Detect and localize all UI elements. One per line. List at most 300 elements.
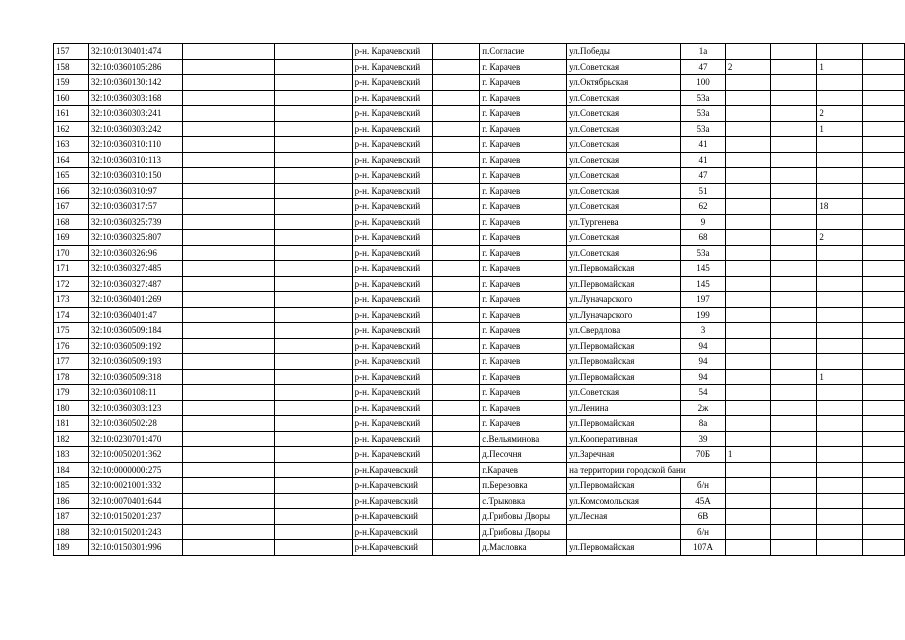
table-row <box>54 385 905 401</box>
locality: г. Карачев <box>480 354 567 370</box>
cadastral-number: 32:10:0360401:47 <box>88 307 182 323</box>
value-cell-b <box>770 307 817 323</box>
empty-cell <box>182 524 274 540</box>
building-number: 68 <box>681 230 726 246</box>
street: ул.Первомайская <box>567 354 681 370</box>
cadastral-number: 32:10:0360303:123 <box>88 400 182 416</box>
value-cell-d <box>863 183 905 199</box>
value-cell-a <box>725 106 770 122</box>
value-cell-a <box>725 152 770 168</box>
cadastral-number: 32:10:0150201:237 <box>88 509 182 525</box>
value-cell-a <box>725 338 770 354</box>
cadastral-number: 32:10:0360130:142 <box>88 75 182 91</box>
row-number: 157 <box>54 44 89 60</box>
empty-cell <box>275 307 353 323</box>
value-cell-d <box>863 152 905 168</box>
value-cell-c <box>817 478 863 494</box>
table-row <box>54 307 905 323</box>
locality: г. Карачев <box>480 137 567 153</box>
table-row <box>54 168 905 184</box>
empty-cell <box>275 106 353 122</box>
value-cell-d <box>863 214 905 230</box>
value-cell-c <box>817 276 863 292</box>
street: ул.Луначарского <box>567 292 681 308</box>
empty-cell <box>432 245 480 261</box>
value-cell-b <box>770 137 817 153</box>
empty-cell <box>432 59 480 75</box>
value-cell-d <box>863 292 905 308</box>
empty-cell <box>275 183 353 199</box>
empty-cell <box>275 462 353 478</box>
value-cell-b <box>770 183 817 199</box>
row-number: 170 <box>54 245 89 261</box>
cadastral-number: 32:10:0021001:332 <box>88 478 182 494</box>
street: ул.Советская <box>567 106 681 122</box>
table-row <box>54 354 905 370</box>
row-number: 161 <box>54 106 89 122</box>
row-number: 163 <box>54 137 89 153</box>
cadastral-number: 32:10:0360509:318 <box>88 369 182 385</box>
value-cell-c <box>817 323 863 339</box>
value-cell-d <box>863 524 905 540</box>
locality: г. Карачев <box>480 183 567 199</box>
property-registry-table <box>53 43 905 556</box>
location-note: на территории городской бани <box>567 462 726 478</box>
street: ул.Первомайская <box>567 276 681 292</box>
value-cell-d <box>863 90 905 106</box>
value-cell-b <box>770 400 817 416</box>
value-cell-a: 1 <box>725 447 770 463</box>
building-number: 51 <box>681 183 726 199</box>
value-cell-c <box>817 416 863 432</box>
value-cell-d <box>863 385 905 401</box>
empty-cell <box>432 168 480 184</box>
empty-cell <box>432 230 480 246</box>
value-cell-d <box>863 509 905 525</box>
table-row <box>54 214 905 230</box>
value-cell-c <box>817 509 863 525</box>
district: р-н.Карачевский <box>352 493 432 509</box>
locality: г. Карачев <box>480 152 567 168</box>
empty-cell <box>432 90 480 106</box>
street: ул.Комсомольская <box>567 493 681 509</box>
value-cell-c: 2 <box>817 230 863 246</box>
value-cell-a <box>725 199 770 215</box>
building-number: 53а <box>681 245 726 261</box>
building-number: 47 <box>681 59 726 75</box>
street: ул.Свердлова <box>567 323 681 339</box>
street: ул.Ленина <box>567 400 681 416</box>
row-number: 184 <box>54 462 89 478</box>
locality: г. Карачев <box>480 90 567 106</box>
value-cell-d <box>863 354 905 370</box>
empty-cell <box>182 369 274 385</box>
row-number: 172 <box>54 276 89 292</box>
district: р-н. Карачевский <box>352 369 432 385</box>
empty-cell <box>432 385 480 401</box>
row-number: 159 <box>54 75 89 91</box>
empty-cell <box>432 478 480 494</box>
value-cell-a <box>725 137 770 153</box>
building-number: 41 <box>681 137 726 153</box>
district: р-н. Карачевский <box>352 199 432 215</box>
building-number: 62 <box>681 199 726 215</box>
cadastral-number: 32:10:0360310:150 <box>88 168 182 184</box>
row-number: 171 <box>54 261 89 277</box>
empty-cell <box>275 276 353 292</box>
value-cell-c <box>817 493 863 509</box>
cadastral-number: 32:10:0360327:487 <box>88 276 182 292</box>
district: р-н. Карачевский <box>352 121 432 137</box>
cadastral-number: 32:10:0360310:97 <box>88 183 182 199</box>
district: р-н. Карачевский <box>352 307 432 323</box>
building-number: 100 <box>681 75 726 91</box>
row-number: 164 <box>54 152 89 168</box>
empty-cell <box>182 338 274 354</box>
empty-cell <box>275 230 353 246</box>
value-cell-b <box>770 447 817 463</box>
locality: г. Карачев <box>480 276 567 292</box>
table-row <box>54 338 905 354</box>
district: р-н. Карачевский <box>352 230 432 246</box>
empty-cell <box>432 369 480 385</box>
row-number: 167 <box>54 199 89 215</box>
value-cell-d <box>863 400 905 416</box>
street: ул.Первомайская <box>567 416 681 432</box>
building-number: 70Б <box>681 447 726 463</box>
value-cell-a <box>725 90 770 106</box>
value-cell-a <box>725 183 770 199</box>
value-cell-d <box>863 230 905 246</box>
table-row <box>54 323 905 339</box>
table-row <box>54 183 905 199</box>
cadastral-number: 32:10:0360303:241 <box>88 106 182 122</box>
cadastral-number: 32:10:0360509:193 <box>88 354 182 370</box>
row-number: 188 <box>54 524 89 540</box>
value-cell-c <box>817 137 863 153</box>
empty-cell <box>182 137 274 153</box>
cadastral-number: 32:10:0360108:11 <box>88 385 182 401</box>
street: ул.Первомайская <box>567 478 681 494</box>
locality: г. Карачев <box>480 199 567 215</box>
value-cell-b <box>770 152 817 168</box>
value-cell-a <box>725 478 770 494</box>
street: ул.Кооперативная <box>567 431 681 447</box>
locality: г. Карачев <box>480 416 567 432</box>
value-cell-a <box>725 509 770 525</box>
empty-cell <box>432 524 480 540</box>
value-cell-d <box>863 44 905 60</box>
value-cell-c <box>817 168 863 184</box>
locality: п.Согласие <box>480 44 567 60</box>
table-row <box>54 75 905 91</box>
table-row <box>54 199 905 215</box>
value-cell-a <box>725 400 770 416</box>
empty-cell <box>275 245 353 261</box>
value-cell-a <box>725 369 770 385</box>
empty-cell <box>182 400 274 416</box>
value-cell-c <box>817 261 863 277</box>
empty-cell <box>275 400 353 416</box>
building-number: б/н <box>681 524 726 540</box>
empty-cell <box>432 509 480 525</box>
empty-cell <box>182 44 274 60</box>
value-cell-d <box>863 245 905 261</box>
building-number: 39 <box>681 431 726 447</box>
value-cell-a <box>725 214 770 230</box>
building-number: 8а <box>681 416 726 432</box>
value-cell-b <box>770 121 817 137</box>
value-cell-a <box>725 462 770 478</box>
empty-cell <box>275 44 353 60</box>
empty-cell <box>182 276 274 292</box>
building-number: 2ж <box>681 400 726 416</box>
value-cell-c <box>817 400 863 416</box>
empty-cell <box>432 338 480 354</box>
district: р-н.Карачевский <box>352 462 432 478</box>
cadastral-number: 32:10:0360105:286 <box>88 59 182 75</box>
district: р-н. Карачевский <box>352 292 432 308</box>
street: ул.Советская <box>567 137 681 153</box>
cadastral-number: 32:10:0360502:28 <box>88 416 182 432</box>
value-cell-b <box>770 261 817 277</box>
empty-cell <box>182 230 274 246</box>
empty-cell <box>275 369 353 385</box>
value-cell-d <box>863 478 905 494</box>
value-cell-c: 1 <box>817 121 863 137</box>
empty-cell <box>275 75 353 91</box>
district: р-н. Карачевский <box>352 106 432 122</box>
district: р-н. Карачевский <box>352 385 432 401</box>
empty-cell <box>275 261 353 277</box>
building-number: 1а <box>681 44 726 60</box>
empty-cell <box>275 90 353 106</box>
street: ул.Советская <box>567 245 681 261</box>
value-cell-d <box>863 462 905 478</box>
cadastral-number: 32:10:0230701:470 <box>88 431 182 447</box>
building-number: 94 <box>681 338 726 354</box>
row-number: 175 <box>54 323 89 339</box>
empty-cell <box>182 245 274 261</box>
empty-cell <box>182 168 274 184</box>
building-number: 107А <box>681 540 726 556</box>
street: ул.Советская <box>567 90 681 106</box>
district: р-н. Карачевский <box>352 276 432 292</box>
street: ул.Советская <box>567 121 681 137</box>
street: ул.Заречная <box>567 447 681 463</box>
cadastral-number: 32:10:0150201:243 <box>88 524 182 540</box>
row-number: 160 <box>54 90 89 106</box>
cadastral-number: 32:10:0070401:644 <box>88 493 182 509</box>
empty-cell <box>182 106 274 122</box>
empty-cell <box>275 137 353 153</box>
table-row <box>54 137 905 153</box>
value-cell-a <box>725 431 770 447</box>
empty-cell <box>182 416 274 432</box>
row-number: 177 <box>54 354 89 370</box>
building-number: 53а <box>681 90 726 106</box>
district: р-н. Карачевский <box>352 75 432 91</box>
building-number: 197 <box>681 292 726 308</box>
building-number: 54 <box>681 385 726 401</box>
table-row <box>54 106 905 122</box>
cadastral-number: 32:10:0360325:807 <box>88 230 182 246</box>
building-number: 53а <box>681 106 726 122</box>
district: р-н. Карачевский <box>352 400 432 416</box>
value-cell-a <box>725 385 770 401</box>
table-body <box>54 44 905 556</box>
empty-cell <box>275 168 353 184</box>
cadastral-number: 32:10:0150301:996 <box>88 540 182 556</box>
table-row <box>54 416 905 432</box>
row-number: 162 <box>54 121 89 137</box>
row-number: 189 <box>54 540 89 556</box>
table-row <box>54 245 905 261</box>
empty-cell <box>432 307 480 323</box>
district: р-н. Карачевский <box>352 416 432 432</box>
empty-cell <box>275 354 353 370</box>
table-row <box>54 369 905 385</box>
row-number: 173 <box>54 292 89 308</box>
locality: г. Карачев <box>480 292 567 308</box>
building-number: 94 <box>681 354 726 370</box>
row-number: 165 <box>54 168 89 184</box>
street: ул.Первомайская <box>567 261 681 277</box>
value-cell-b <box>770 168 817 184</box>
value-cell-d <box>863 276 905 292</box>
empty-cell <box>182 183 274 199</box>
row-number: 182 <box>54 431 89 447</box>
locality: с.Трыковка <box>480 493 567 509</box>
building-number: 145 <box>681 261 726 277</box>
value-cell-c <box>817 90 863 106</box>
value-cell-b <box>770 354 817 370</box>
row-number: 168 <box>54 214 89 230</box>
cadastral-number: 32:10:0130401:474 <box>88 44 182 60</box>
empty-cell <box>275 152 353 168</box>
locality: г. Карачев <box>480 261 567 277</box>
building-number: 53а <box>681 121 726 137</box>
table-row <box>54 44 905 60</box>
locality: г. Карачев <box>480 59 567 75</box>
building-number: б/н <box>681 478 726 494</box>
table-row <box>54 276 905 292</box>
value-cell-a <box>725 75 770 91</box>
row-number: 180 <box>54 400 89 416</box>
cadastral-number: 32:10:0360310:113 <box>88 152 182 168</box>
empty-cell <box>432 44 480 60</box>
empty-cell <box>432 214 480 230</box>
value-cell-b <box>770 292 817 308</box>
empty-cell <box>182 261 274 277</box>
district: р-н.Карачевский <box>352 509 432 525</box>
table-row <box>54 261 905 277</box>
value-cell-a <box>725 354 770 370</box>
empty-cell <box>275 493 353 509</box>
locality: г. Карачев <box>480 385 567 401</box>
value-cell-b <box>770 478 817 494</box>
district: р-н. Карачевский <box>352 137 432 153</box>
empty-cell <box>182 478 274 494</box>
empty-cell <box>182 509 274 525</box>
district: р-н. Карачевский <box>352 214 432 230</box>
value-cell-c: 1 <box>817 369 863 385</box>
value-cell-c <box>817 245 863 261</box>
value-cell-d <box>863 137 905 153</box>
row-number: 178 <box>54 369 89 385</box>
value-cell-a: 2 <box>725 59 770 75</box>
locality: п.Березовка <box>480 478 567 494</box>
district: р-н. Карачевский <box>352 152 432 168</box>
district: р-н. Карачевский <box>352 447 432 463</box>
empty-cell <box>432 152 480 168</box>
empty-cell <box>432 354 480 370</box>
locality: д.Песочня <box>480 447 567 463</box>
row-number: 183 <box>54 447 89 463</box>
value-cell-b <box>770 199 817 215</box>
value-cell-d <box>863 106 905 122</box>
locality: г. Карачев <box>480 168 567 184</box>
empty-cell <box>275 385 353 401</box>
value-cell-c <box>817 292 863 308</box>
row-number: 169 <box>54 230 89 246</box>
locality: г. Карачев <box>480 230 567 246</box>
locality: г. Карачев <box>480 245 567 261</box>
empty-cell <box>432 199 480 215</box>
value-cell-c: 18 <box>817 199 863 215</box>
value-cell-b <box>770 75 817 91</box>
cadastral-number: 32:10:0360325:739 <box>88 214 182 230</box>
value-cell-c <box>817 524 863 540</box>
value-cell-b <box>770 44 817 60</box>
empty-cell <box>275 323 353 339</box>
empty-cell <box>275 540 353 556</box>
empty-cell <box>182 431 274 447</box>
value-cell-c <box>817 75 863 91</box>
value-cell-b <box>770 524 817 540</box>
table-row <box>54 230 905 246</box>
locality: г. Карачев <box>480 338 567 354</box>
cadastral-number: 32:10:0000000:275 <box>88 462 182 478</box>
value-cell-c <box>817 183 863 199</box>
street: ул.Победы <box>567 44 681 60</box>
value-cell-b <box>770 416 817 432</box>
table-row <box>54 400 905 416</box>
empty-cell <box>182 540 274 556</box>
value-cell-a <box>725 276 770 292</box>
table-row <box>54 462 905 478</box>
row-number: 179 <box>54 385 89 401</box>
street: ул.Советская <box>567 199 681 215</box>
value-cell-c <box>817 307 863 323</box>
building-number: 41 <box>681 152 726 168</box>
value-cell-a <box>725 168 770 184</box>
district: р-н. Карачевский <box>352 431 432 447</box>
empty-cell <box>182 59 274 75</box>
value-cell-c <box>817 214 863 230</box>
value-cell-a <box>725 245 770 261</box>
empty-cell <box>432 106 480 122</box>
district: р-н. Карачевский <box>352 323 432 339</box>
value-cell-b <box>770 431 817 447</box>
value-cell-b <box>770 245 817 261</box>
empty-cell <box>182 214 274 230</box>
value-cell-c: 2 <box>817 106 863 122</box>
value-cell-c <box>817 44 863 60</box>
cadastral-number: 32:10:0360317:57 <box>88 199 182 215</box>
empty-cell <box>275 524 353 540</box>
locality: г. Карачев <box>480 214 567 230</box>
